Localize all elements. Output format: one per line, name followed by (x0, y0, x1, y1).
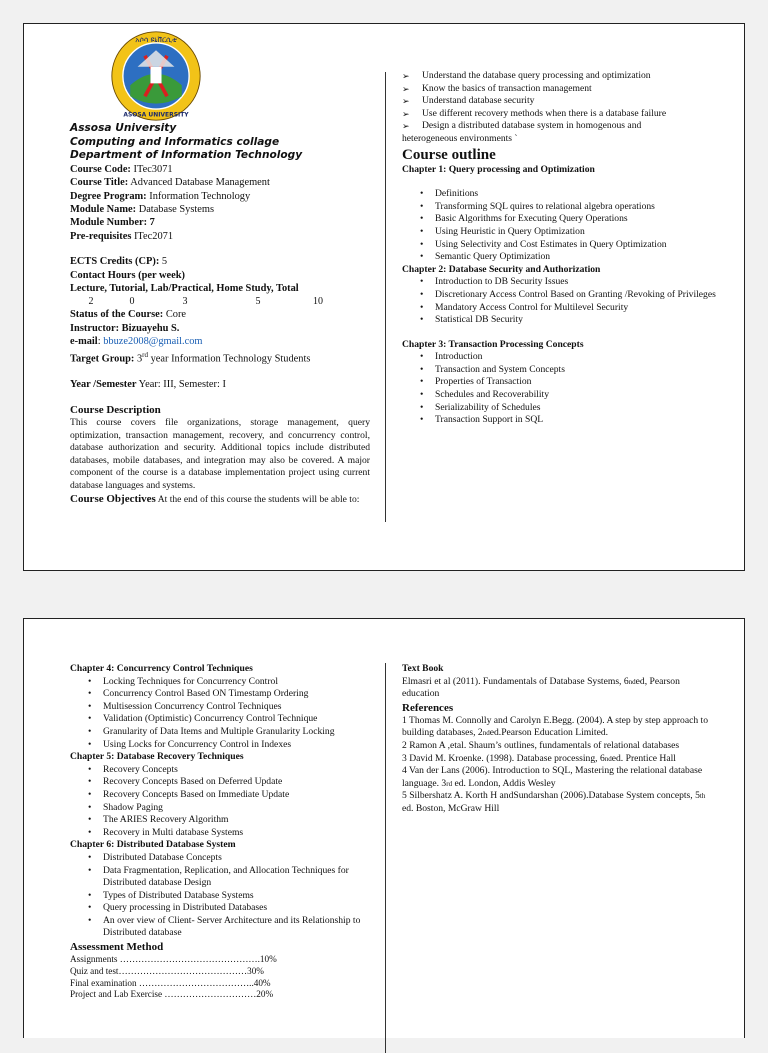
list-item: • Using Locks for Concurrency Control in Indexes (103, 739, 370, 752)
chapter-4-title: Chapter 4: Concurrency Control Techniques (70, 663, 253, 674)
list-item: • Data Fragmentation, Replication, and Allocation Techniques for Distributed database Design (103, 865, 370, 890)
course-title: Course Title: Advanced Database Management (70, 177, 270, 189)
reference-item: 3 David M. Kroenke. (1998). Database processing, 6nded. Prentice Hall (402, 752, 676, 764)
list-item: • Statistical DB Security (435, 314, 717, 327)
page-2-left-column (70, 663, 370, 1001)
university-name: Assosa University (70, 122, 177, 134)
chapter-3-list (402, 351, 717, 427)
list-item: • Locking Techniques for Concurrency Control (103, 676, 370, 689)
list-item: • Semantic Query Optimization (435, 251, 717, 264)
department-name: Department of Information Technology (70, 149, 303, 162)
list-item: • Recovery Concepts (103, 764, 370, 777)
column-divider (385, 72, 386, 522)
list-item: • Multisession Concurrency Control Techniques (103, 701, 370, 714)
email: e-mail: bbuze2008@gmail.com (70, 336, 203, 348)
list-item: • Query processing in Distributed Databases (103, 902, 370, 915)
hours-lecture: 2 (88, 296, 94, 308)
course-description-title: Course Description (70, 403, 161, 416)
list-item: • An over view of Client- Server Architecture and its Relationship to Distributed database (103, 915, 370, 940)
chapter-6-list (70, 852, 370, 940)
hours-home-study: 5 (255, 296, 261, 308)
contact-hours: Contact Hours (per week) (70, 269, 185, 281)
assessment-row: Project and Lab Exercise …………………………20% (70, 989, 274, 1000)
university-logo (110, 30, 202, 122)
chapter-2-list (402, 276, 717, 326)
objective-tail: heterogeneous environments ` (402, 132, 518, 144)
list-item: • Properties of Transaction (435, 376, 717, 389)
objectives-list (402, 70, 717, 133)
hours-total: 10 (313, 296, 323, 308)
list-item: • Shadow Paging (103, 802, 370, 815)
logo-top-text: አሶሳ ዩኒቨርሲቲ (135, 34, 177, 44)
chapter-1-title: Chapter 1: Query processing and Optimization (402, 163, 595, 175)
year-semester: Year /Semester Year: III, Semester: I (70, 378, 226, 390)
column-divider (385, 663, 386, 1053)
assessment-row: Assignments ……………………………………….10% (70, 954, 277, 965)
list-item: • Using Selectivity and Cost Estimates in Query Optimization (435, 239, 717, 252)
reference-item: 1 Thomas M. Connolly and Carolyn E.Begg. (2004). A step by step approach to building databases, 2nded.Pearson Education Limited. (402, 714, 708, 739)
reference-item: 5 Silbershatz A. Korth H andSundarshan (2006).Database System concepts, 5th ed. Boston, McGraw Hill (402, 790, 706, 814)
list-item: • Transaction Support in SQL (435, 414, 717, 427)
degree-program: Degree Program: Information Technology (70, 190, 251, 202)
list-item: ➢ Understand the database query processing and optimization (422, 70, 717, 83)
chapter-3-title: Chapter 3: Transaction Processing Concepts (402, 338, 584, 350)
list-item: • Recovery Concepts Based on Deferred Update (103, 776, 370, 789)
module-name: Module Name: Database Systems (70, 204, 215, 215)
list-item: • Recovery Concepts Based on Immediate Update (103, 789, 370, 802)
references-title: References (402, 701, 454, 714)
course-outline-title: Course outline (402, 146, 496, 163)
list-item: • Transaction and System Concepts (435, 364, 717, 377)
list-item: • Transforming SQL quires to relational algebra operations (435, 201, 717, 214)
page-2-right-column (402, 663, 708, 816)
list-item: • Types of Distributed Database Systems (103, 890, 370, 903)
college-name: Computing and Informatics collage (70, 135, 280, 148)
chapter-1-list (402, 188, 717, 264)
hours-header: Lecture, Tutorial, Lab/Practical, Home Study, Total (70, 283, 299, 295)
reference-item: 4 Van der Lans (2006). Introduction to SQL, Mastering the relational database language. 3rd ed. London, Addis Wesley (402, 765, 703, 789)
assessment-row: Quiz and test……………………………………30% (70, 965, 264, 976)
list-item: ➢ Design a distributed database system in homogenous and (422, 120, 717, 133)
list-item: • Recovery in Multi database Systems (103, 827, 370, 840)
chapter-4-list (70, 676, 370, 752)
page-1-right-column (402, 70, 717, 427)
list-item: • Schedules and Recoverability (435, 389, 717, 402)
list-item: • The ARIES Recovery Algorithm (103, 814, 370, 827)
assessment-row: Final examination ………………………………..40% (70, 977, 271, 988)
list-item: • Mandatory Access Control for Multilevel Security (435, 302, 717, 315)
course-code: Course Code: ITec3071 (70, 163, 173, 175)
logo-bottom-text: ASOSA UNIVERSITY (123, 111, 189, 119)
email-link[interactable]: bbuze2008@gmail.com (103, 336, 203, 348)
instructor: Instructor: Bizuayehu S. (70, 322, 180, 334)
hours-tutorial: 0 (129, 296, 135, 308)
module-number: Module Number: 7 (70, 217, 155, 229)
prerequisites: Pre-requisites ITec2071 (70, 230, 174, 242)
ects-credits: ECTS Credits (CP): 5 (70, 256, 168, 268)
target-group: Target Group: 3rd year Information Technology Students (70, 350, 311, 365)
list-item: • Definitions (435, 188, 717, 201)
list-item: • Serializability of Schedules (435, 402, 717, 415)
list-item: ➢ Understand database security (422, 95, 717, 108)
chapter-6-title: Chapter 6: Distributed Database System (70, 839, 236, 851)
list-item: • Introduction to DB Security Issues (435, 276, 717, 289)
page-2 (23, 618, 745, 1038)
list-item: ➢ Know the basics of transaction management (422, 83, 717, 96)
course-description-text: This course covers file organizations, storage management, query optimization, transaction management, recovery, and concurrency control, database authorization and security. Additional topics include distributed databases, mobile databases, and integration may also be covered. A major component of the course is a database implementation project using current database languages and systems. (70, 416, 370, 491)
assessment-method-title: Assessment Method (70, 941, 164, 954)
reference-item: 2 Ramon A ,etal. Shaum’s outlines, fundamentals of relational databases (402, 739, 680, 751)
list-item: • Distributed Database Concepts (103, 852, 370, 865)
page-1-left-column (70, 122, 370, 506)
course-objectives: Course Objectives At the end of this course the students will be able to: (70, 492, 360, 505)
chapter-5-title: Chapter 5: Database Recovery Techniques (70, 751, 244, 763)
list-item: ➢ Use different recovery methods when there is a database failure (422, 108, 717, 121)
course-status: Status of the Course: Core (70, 309, 187, 321)
list-item: • Validation (Optimistic) Concurrency Control Technique (103, 713, 370, 726)
hours-values (70, 295, 370, 308)
textbook-title: Text Book (402, 663, 444, 674)
list-item: • Concurrency Control Based ON Timestamp Ordering (103, 688, 370, 701)
hours-lab: 3 (182, 296, 188, 308)
textbook-entry: Elmasri et al (2011). Fundamentals of Database Systems, 6nded, Pearson education (402, 675, 680, 700)
list-item: • Basic Algorithms for Executing Query Operations (435, 213, 717, 226)
list-item: • Discretionary Access Control Based on Granting /Revoking of Privileges (435, 289, 717, 302)
list-item: • Introduction (435, 351, 717, 364)
chapter-5-list (70, 764, 370, 840)
page-1 (23, 23, 745, 571)
list-item: • Granularity of Data Items and Multiple Granularity Locking (103, 726, 370, 739)
list-item: • Using Heuristic in Query Optimization (435, 226, 717, 239)
chapter-2-title: Chapter 2: Database Security and Authorization (402, 263, 601, 275)
